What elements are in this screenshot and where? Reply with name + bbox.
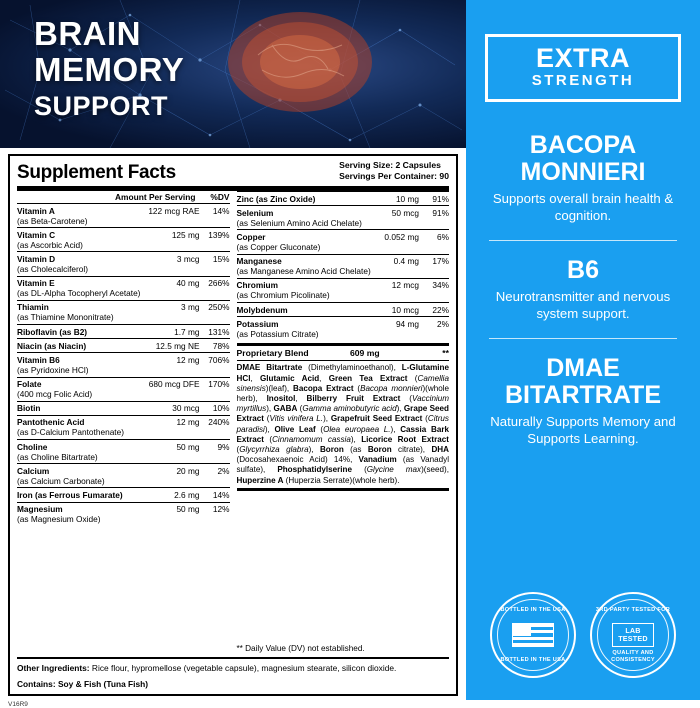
ingredient-desc: Supports overall brain health & cognition. [492,191,674,223]
blend-ingredients: DMAE Bitartrate (Dimethylaminoethanol), L-Glutamine HCl, Glutamic Acid, Green Tea Extract (Camellia sinensis)(leaf), Bacopa Extract (Bacopa monnieri)(whole herb), Inositol, Bilberry Fruit Extract (Vaccinium myrtillus), GABA (Gamma aminobutyric acid), Grape Seed Extract (Vitis vinifera L.), Grapefruit Seed Extract (Citrus paradisi), Olive Leaf (Olea europaea L.), Cassia Bark Extract (Cinnamomum cassia), Licorice Root Extract (Glycyrrhiza glabra), Boron (as Boron citrate), DHA (Docosahexaenoic Acid) 14%, Vanadium (as Vanadyl sulfate), Phosphatidylserine (Glycine max)(seed), Huperzine A (Huperzia Serrate)(whole herb). [236,363,450,485]
proprietary-blend-header [237,346,450,360]
nutrient-name-cell: Biotin [17,401,146,415]
nutrient-dv-cell: 131% [200,324,230,338]
nutrient-name-cell: Folate (400 mcg Folic Acid) [17,377,146,401]
nutrient-dv-cell: 17% [419,254,449,278]
strength-label: STRENGTH [531,72,635,89]
nutrient-amount-cell: 94 mg [382,317,419,341]
nutrient-amount-cell: 12 mg [146,353,200,377]
nutrient-name-cell: Zinc (as Zinc Oxide) [237,192,382,206]
facts-title: Supplement Facts [17,162,176,183]
table-row [17,377,230,401]
serving-size: Serving Size: 2 Capsules [339,160,441,170]
title-line-1: BRAIN [34,15,141,52]
table-row [237,317,450,341]
ingredient-highlight-1 [478,257,688,322]
supplement-facts-wrapper [0,148,466,708]
nutrient-amount-cell: 1.7 mg [146,324,200,338]
nutrient-name-cell: Molybdenum [237,302,382,316]
table-row [17,502,230,526]
lab-label: LAB [625,626,641,635]
table-row [17,276,230,300]
nutrient-amount-cell: 0.4 mg [382,254,419,278]
nutrient-dv-cell: 91% [419,192,449,206]
nutrient-name-cell: Magnesium (as Magnesium Oxide) [17,502,146,526]
table-row [237,192,450,206]
hero-banner [0,0,466,148]
table-row [17,228,230,252]
nutrient-name-cell: Choline (as Choline Bitartrate) [17,440,146,464]
nutrient-dv-cell: 139% [200,228,230,252]
seal-bottom-text: BOTTLED IN THE USA [500,657,566,663]
nutrient-dv-cell: 14% [200,488,230,502]
nutrient-amount-cell: 10 mg [382,192,419,206]
nutrient-dv-cell: 2% [200,464,230,488]
nutrient-amount-cell: 3 mcg [146,252,200,276]
usa-flag-icon [512,623,554,647]
nutrient-dv-cell: 34% [419,278,449,302]
table-row [17,204,230,228]
nutrient-amount-cell: 20 mg [146,464,200,488]
table-row [17,252,230,276]
table-row [17,353,230,377]
dv-header: %DV [210,192,230,202]
nutrient-amount-cell: 50 mg [146,440,200,464]
right-panel [466,0,700,700]
nutrient-name-cell: Riboflavin (as B2) [17,324,146,338]
contains-line [17,679,449,690]
nutrient-amount-cell: 680 mcg DFE [146,377,200,401]
servings-per-container: Servings Per Container: 90 [339,171,449,181]
ingredient-desc: Neurotransmitter and nervous system support. [495,289,671,321]
nutrient-dv-cell: 91% [419,206,449,230]
ingredient-name: BACOPA MONNIERI [520,131,646,186]
nutrient-dv-cell: 12% [200,502,230,526]
blend-dv: ** [442,348,449,359]
supplement-facts-panel [8,154,458,696]
contains-text: Soy & Fish (Tuna Fish) [57,679,149,689]
nutrient-amount-cell: 125 mg [146,228,200,252]
table-row [17,300,230,324]
nutrient-amount-cell: 12 mg [146,415,200,439]
nutrient-dv-cell: 15% [200,252,230,276]
nutrient-name-cell: Manganese (as Manganese Amino Acid Chelate) [237,254,382,278]
other-ingredients-label: Other Ingredients: [17,663,90,673]
nutrient-dv-cell: 170% [200,377,230,401]
nutrient-name-cell: Calcium (as Calcium Carbonate) [17,464,146,488]
nutrient-name-cell: Vitamin B6 (as Pyridoxine HCl) [17,353,146,377]
seal-bottom-text: QUALITY AND CONSISTENCY [611,650,655,663]
page-title [34,16,184,124]
nutrient-name-cell: Selenium (as Selenium Amino Acid Chelate) [237,206,382,230]
table-row [17,324,230,338]
nutrient-amount-cell: 12.5 mg NE [146,339,200,353]
facts-column-left [17,191,230,653]
nutrient-amount-cell: 10 mcg [382,302,419,316]
table-row [17,401,230,415]
ingredient-name: DMAE BITARTRATE [505,354,661,409]
other-ingredients-line [17,663,449,674]
nutrient-name-cell: Vitamin A (as Beta-Carotene) [17,204,146,228]
nutrient-name-cell: Thiamin (as Thiamine Mononitrate) [17,300,146,324]
nutrient-amount-cell: 40 mg [146,276,200,300]
nutrient-dv-cell: 706% [200,353,230,377]
nutrient-amount-cell: 3 mg [146,300,200,324]
nutrient-name-cell: Iron (as Ferrous Fumarate) [17,488,146,502]
nutrient-dv-cell: 240% [200,415,230,439]
nutrient-name-cell: Vitamin D (as Cholecalciferol) [17,252,146,276]
ingredient-name: B6 [567,256,599,284]
nutrient-amount-cell: 50 mg [146,502,200,526]
serving-info [339,160,449,184]
nutrient-amount-cell: 122 mcg RAE [146,204,200,228]
bottom-notes [17,657,449,690]
nutrient-name-cell: Vitamin C (as Ascorbic Acid) [17,228,146,252]
table-row [17,415,230,439]
table-row [237,302,450,316]
table-row [17,464,230,488]
amount-per-serving-header: Amount Per Serving [114,192,196,202]
nutrient-name-cell: Chromium (as Chromium Picolinate) [237,278,382,302]
nutrient-amount-cell: 0.052 mg [382,230,419,254]
facts-columns [17,191,449,653]
seal-top-text: BOTTLED IN THE USA [500,607,566,613]
table-row [237,206,450,230]
brain-illustration [228,12,372,112]
facts-header [17,160,449,186]
nutrient-dv-cell: 9% [200,440,230,464]
lot-code: V16R9 [8,701,28,708]
nutrient-name-cell: Vitamin E (as DL-Alpha Tocopheryl Acetate) [17,276,146,300]
nutrient-dv-cell: 6% [419,230,449,254]
blend-amount: 609 mg [350,348,380,359]
blend-name: Proprietary Blend [236,348,309,359]
column-headers-left [17,191,230,203]
ingredient-highlight-2 [478,355,688,447]
nutrient-name-cell: Niacin (as Niacin) [17,339,146,353]
contains-label: Contains: [17,679,56,689]
nutrient-dv-cell: 22% [419,302,449,316]
nutrient-name-cell: Copper (as Copper Gluconate) [237,230,382,254]
divider-1 [489,240,677,241]
facts-column-right [237,191,450,653]
nutrient-dv-cell: 10% [200,401,230,415]
extra-strength-badge [485,34,681,102]
nutrient-amount-cell: 50 mcg [382,206,419,230]
title-line-2: MEMORY [34,51,185,88]
nutrient-dv-cell: 266% [200,276,230,300]
ingredient-highlight-0 [478,132,688,224]
seal-top-text: 3RD PARTY TESTED FOR [595,607,671,613]
table-row [237,230,450,254]
table-row [17,339,230,353]
nutrient-dv-cell: 14% [200,204,230,228]
tested-label: TESTED [618,634,648,643]
nutrient-dv-cell: 78% [200,339,230,353]
daily-value-note: ** Daily Value (DV) not established. [236,644,365,653]
seal-group [490,592,676,678]
other-ingredients-text: Rice flour, hypromellose (vegetable capsule), magnesium stearate, silicon dioxide. [91,663,397,673]
table-row [17,440,230,464]
title-line-3: SUPPORT [34,91,169,121]
nutrient-dv-cell: 2% [419,317,449,341]
ingredient-desc: Naturally Supports Memory and Supports Learning. [490,414,676,446]
nutrient-amount-cell: 12 mcg [382,278,419,302]
nutrient-dv-cell: 250% [200,300,230,324]
nutrient-table-left [17,203,230,526]
divider-2 [489,338,677,339]
nutrient-name-cell: Potassium (as Potassium Citrate) [237,317,382,341]
table-row [17,488,230,502]
extra-label: EXTRA [535,43,630,73]
blend-bottom-rule [237,488,450,491]
nutrient-table-right [237,191,450,340]
lab-tested-seal [590,592,676,678]
nutrient-amount-cell: 30 mcg [146,401,200,415]
nutrient-name-cell: Pantothenic Acid (as D-Calcium Pantothenate) [17,415,146,439]
bottled-in-usa-seal [490,592,576,678]
table-row [237,278,450,302]
nutrient-amount-cell: 2.6 mg [146,488,200,502]
table-row [237,254,450,278]
